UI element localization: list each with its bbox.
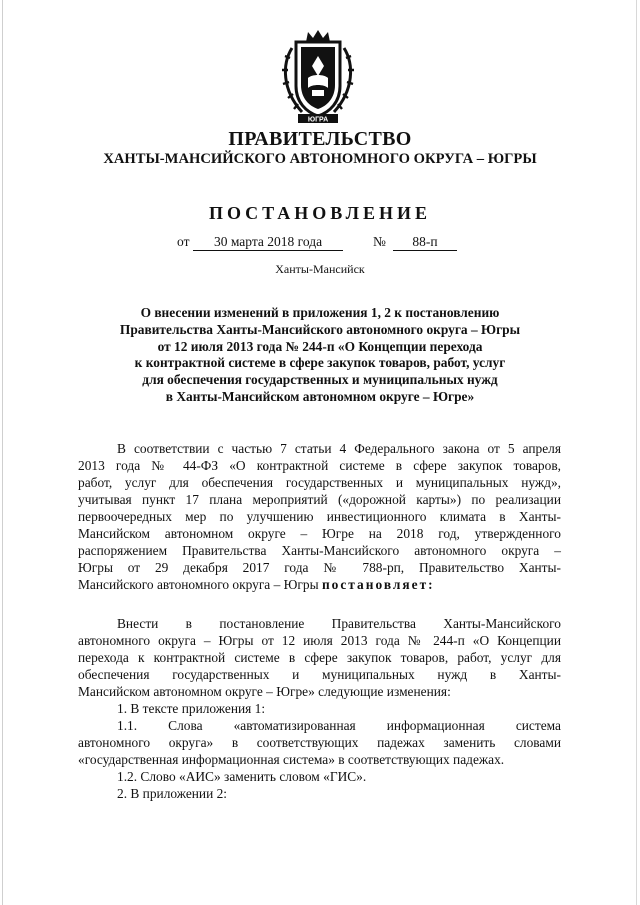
paragraph-line: обеспечения государственных и муниципальных нужд в Ханты- [78, 667, 561, 682]
list-item: 1.1. Слова «автоматизированная информационная система [117, 718, 561, 733]
paragraph-line: перехода к контрактной системе в сфере закупок товаров, работ, услуг для [78, 650, 561, 665]
city-name: Ханты-Мансийск [275, 262, 365, 276]
paragraph-line: «государственная информационная система» в соответствующих падежах. [78, 752, 505, 767]
government-title: ПРАВИТЕЛЬСТВО [228, 128, 412, 150]
preamble-paragraph [78, 440, 561, 593]
paragraph-line: учитывая пункт 17 плана мероприятий («дорожной карты») по реализации [78, 492, 561, 507]
document-number: 88-п [393, 234, 457, 251]
date-number-line [177, 234, 477, 252]
coat-of-arms-emblem [272, 28, 364, 128]
paragraph-line [78, 576, 561, 593]
paragraph-line: Югры от 29 декабря 2017 года № 788-рп, Правительство Ханты- [78, 560, 561, 575]
paragraph-line: автономного округа» в соответствующих падежах заменить словами [78, 735, 561, 750]
paragraph-line: В соответствии с частью 7 статьи 4 Федерального закона от 5 апреля [117, 441, 561, 456]
list-item: 1.2. Слово «АИС» заменить словом «ГИС». [117, 769, 367, 784]
paragraph-line: распоряжением Правительства Ханты-Мансийского автономного округа – [78, 543, 561, 558]
paragraph-line: автономного округа – Югры от 12 июля 2013 года № 244-п «О Концепции [78, 633, 561, 648]
paragraph-line: первоочередных мер по улучшению инвестиционного климата в Ханты- [78, 509, 561, 524]
decree-word: постановляет: [321, 577, 435, 592]
region-title: ХАНТЫ-МАНСИЙСКОГО АВТОНОМНОГО ОКРУГА – ЮГРЫ [103, 151, 537, 167]
list-item: 2. В приложении 2: [117, 786, 228, 801]
paragraph-line: Внести в постановление Правительства Ханты-Мансийского [117, 616, 561, 631]
heading-line: в Ханты-Мансийском автономном округе – Югре» [165, 388, 475, 404]
heading-line: для обеспечения государственных и муниципальных нужд [142, 372, 498, 388]
heading-line: от 12 июля 2013 года № 244-п «О Концепции перехода [157, 338, 483, 354]
list-item: 1. В тексте приложения 1: [117, 701, 266, 716]
paragraph-line: Мансийском автономном округе – Югре на 2018 год, утвержденного [78, 526, 561, 541]
heading-line: О внесении изменений в приложения 1, 2 к постановлению [140, 305, 500, 320]
preamble-last-text: Мансийского автономного округа – Югры [78, 577, 319, 592]
paragraph-line: работ, услуг для обеспечения государственных и муниципальных нужд», [78, 475, 561, 490]
number-sign: № [373, 234, 386, 249]
heading-line: к контрактной системе в сфере закупок товаров, работ, услуг [134, 355, 506, 371]
document-heading [60, 305, 580, 406]
document-type: ПОСТАНОВЛЕНИЕ [208, 203, 432, 223]
heading-line: Правительства Ханты-Мансийского автономного округа – Югры [119, 321, 521, 337]
paragraph-line: 2013 года № 44-ФЗ «О контрактной системе в сфере закупок товаров, [78, 458, 561, 473]
date-prefix: от [177, 234, 190, 249]
emblem-caption: ЮГРА [307, 116, 329, 124]
document-date: 30 марта 2018 года [193, 234, 343, 251]
paragraph-line: Мансийском автономном округе – Югре» следующие изменения: [78, 684, 451, 699]
amendments-paragraph [78, 615, 561, 802]
